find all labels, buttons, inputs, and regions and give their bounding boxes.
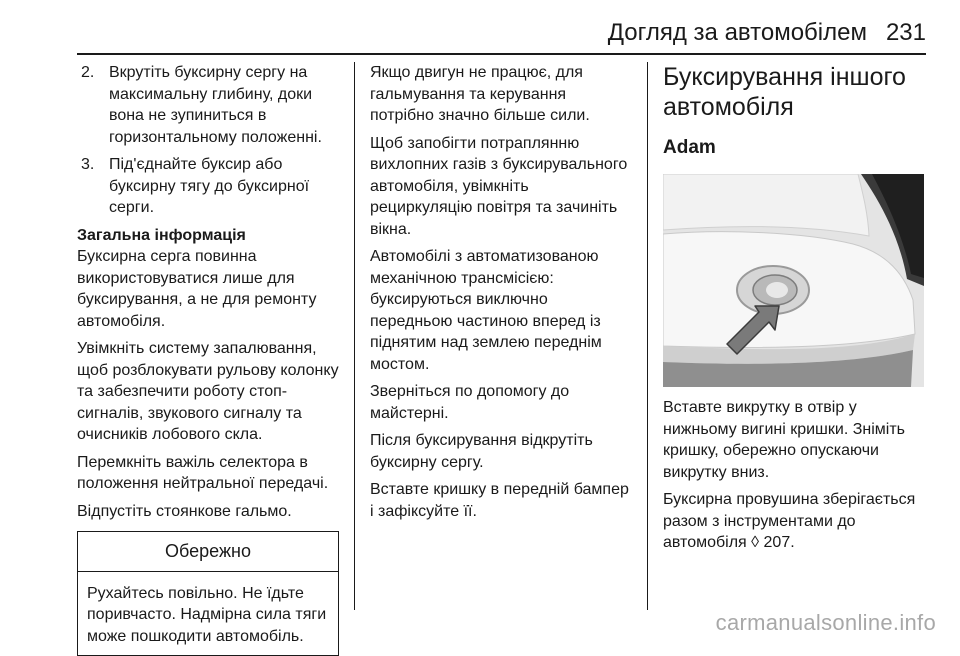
section-heading: Буксирування іншого автомобіля	[663, 63, 906, 121]
watermark: carmanualsonline.info	[715, 610, 936, 635]
paragraph: Увімкніть систему запалювання, щоб розблокувати рульову колонку та забезпечити роботу стоп-сигналів, звукового сигналу та очисників лобового скла.	[77, 340, 339, 443]
column-1	[77, 62, 339, 656]
caution-text: Рухайтесь повільно. Не їдьте поривчасто. Надмірна сила тяги може пошкодити автомобіль.	[87, 584, 327, 645]
paragraph: Вставте кришку в передній бампер і зафіксуйте її.	[370, 481, 629, 520]
page-title: Догляд за автомобілем	[607, 19, 867, 46]
step-number: 2.	[81, 64, 95, 81]
step-number: 3.	[81, 156, 95, 173]
page-header	[0, 0, 960, 60]
paragraph	[663, 489, 927, 554]
bumper-svg	[663, 174, 924, 387]
header-rule	[77, 53, 926, 55]
step-text: Вкрутіть буксирну сергу на максимальну глибину, доки вона не зупиниться в горизонтальному положенні.	[109, 64, 322, 146]
bumper-illustration	[663, 174, 924, 387]
list-item	[77, 62, 339, 148]
paragraph: Відпустіть стоянкове гальмо.	[77, 502, 292, 520]
column-divider	[354, 62, 355, 610]
column-3	[663, 62, 927, 560]
general-info-heading: Загальна інформація	[77, 226, 246, 244]
paragraph: Автомобілі з автоматизованою механічною трансмісією: буксируються виключно передньою частиною вперед із піднятим над землею переднім мостом.	[370, 248, 602, 373]
paragraph: Буксирна серга повинна використовуватися лише для буксирування, а не для ремонту автомобіля.	[77, 248, 317, 330]
paragraph: Зверніться по допомогу до майстерні.	[370, 383, 570, 422]
page-number: 231	[885, 19, 926, 46]
paragraph: Перемкніть важіль селектора в положення нейтральної передачі.	[77, 453, 329, 492]
caution-title: Обережно	[78, 532, 338, 572]
column-2	[370, 62, 632, 528]
step-text: Під'єднайте буксир або буксирну тягу до буксирної серги.	[109, 156, 310, 216]
caution-box	[77, 531, 339, 656]
page-reference-link[interactable]: 207.	[763, 534, 795, 551]
storage-text: Буксирна провушина зберігається разом з інструментами до автомобіля	[663, 491, 916, 551]
paragraph: Вставте викрутку в отвір у нижньому вигині кришки. Зніміть кришку, обережно опускаючи викрутку вниз.	[663, 399, 905, 481]
list-item	[77, 154, 339, 219]
steps-list	[77, 62, 339, 219]
model-name: Adam	[663, 137, 716, 158]
column-divider	[647, 62, 648, 610]
paragraph: Після буксирування відкрутіть буксирну сергу.	[370, 432, 593, 471]
paragraph: Якщо двигун не працює, для гальмування та керування потрібно значно більше сили.	[370, 64, 590, 124]
page-reference-icon[interactable]: ◊	[751, 534, 760, 551]
paragraph: Щоб запобігти потраплянню вихлопних газів з буксирувального автомобіля, увімкніть рециркуляцію повітря та зачиніть вікна.	[370, 134, 628, 238]
